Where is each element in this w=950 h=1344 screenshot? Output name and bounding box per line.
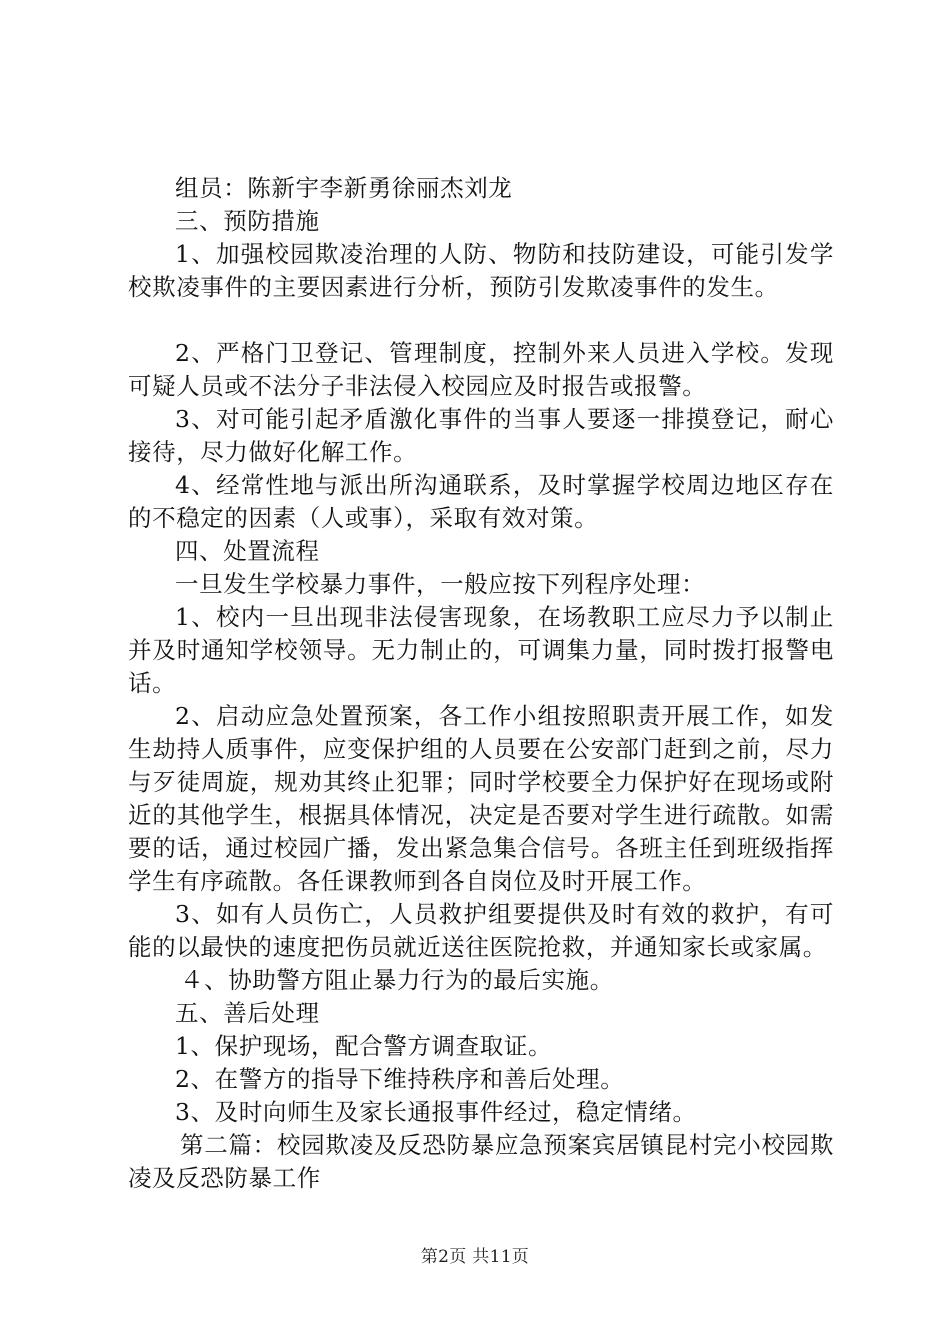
procedure-item-3: 3、如有人员伤亡，人员救护组要提供及时有效的救护，有可能的以最快的速度把伤员就近送往医院抢救，并通知家长或家属。 (128, 900, 834, 961)
prevention-item-4: 4、经常性地与派出所沟通联系，及时掌握学校周边地区存在的不稳定的因素（人或事），采取有效对策。 (128, 471, 834, 532)
procedure-intro: 一旦发生学校暴力事件，一般应按下列程序处理： (175, 570, 706, 598)
page-number-footer: 第2页 共11页 (420, 1247, 530, 1267)
aftermath-item-2: 2、在警方的指导下维持秩序和善后处理。 (175, 1065, 625, 1093)
prevention-item-1: 1、加强校园欺凌治理的人防、物防和技防建设，可能引发学校欺凌事件的主要因素进行分析，预防引发欺凌事件的发生。 (128, 240, 834, 301)
aftermath-item-1: 1、保护现场，配合警方调查取证。 (175, 1032, 553, 1060)
next-article-title: 第二篇：校园欺凌及反恐防暴应急预案宾居镇昆村完小校园欺凌及反恐防暴工作 (128, 1131, 834, 1192)
aftermath-item-3: 3、及时向师生及家长通报事件经过，稳定情绪。 (175, 1098, 697, 1126)
procedure-item-1: 1、校内一旦出现非法侵害现象，在场教职工应尽力予以制止并及时通知学校领导。无力制止的，可调集力量，同时拨打报警电话。 (128, 603, 834, 697)
section-heading-prevention: 三、预防措施 (175, 207, 320, 235)
section-heading-procedure: 四、处置流程 (175, 537, 320, 565)
document-body (128, 172, 834, 1195)
prevention-item-3: 3、对可能引起矛盾激化事件的当事人要逐一排摸登记，耐心接待，尽力做好化解工作。 (128, 405, 834, 466)
section-heading-aftermath: 五、善后处理 (175, 999, 320, 1027)
prevention-item-2: 2、严格门卫登记、管理制度，控制外来人员进入学校。发现可疑人员或不法分子非法侵入校园应及时报告或报警。 (128, 339, 834, 400)
procedure-item-4: ４、协助警方阻止暴力行为的最后实施。 (180, 966, 614, 994)
team-members-line: 组员：陈新宇李新勇徐丽杰刘龙 (175, 174, 513, 202)
procedure-item-2: 2、启动应急处置预案，各工作小组按照职责开展工作，如发生劫持人质事件，应变保护组的人员要在公安部门赶到之前，尽力与歹徒周旋，规劝其终止犯罪；同时学校要全力保护好在现场或附近的其他学生，根据具体情况，决定是否要对学生进行疏散。如需要的话，通过校园广播，发出紧急集合信号。各班主任到班级指挥学生有序疏散。各任课教师到各自岗位及时开展工作。 (128, 702, 834, 895)
